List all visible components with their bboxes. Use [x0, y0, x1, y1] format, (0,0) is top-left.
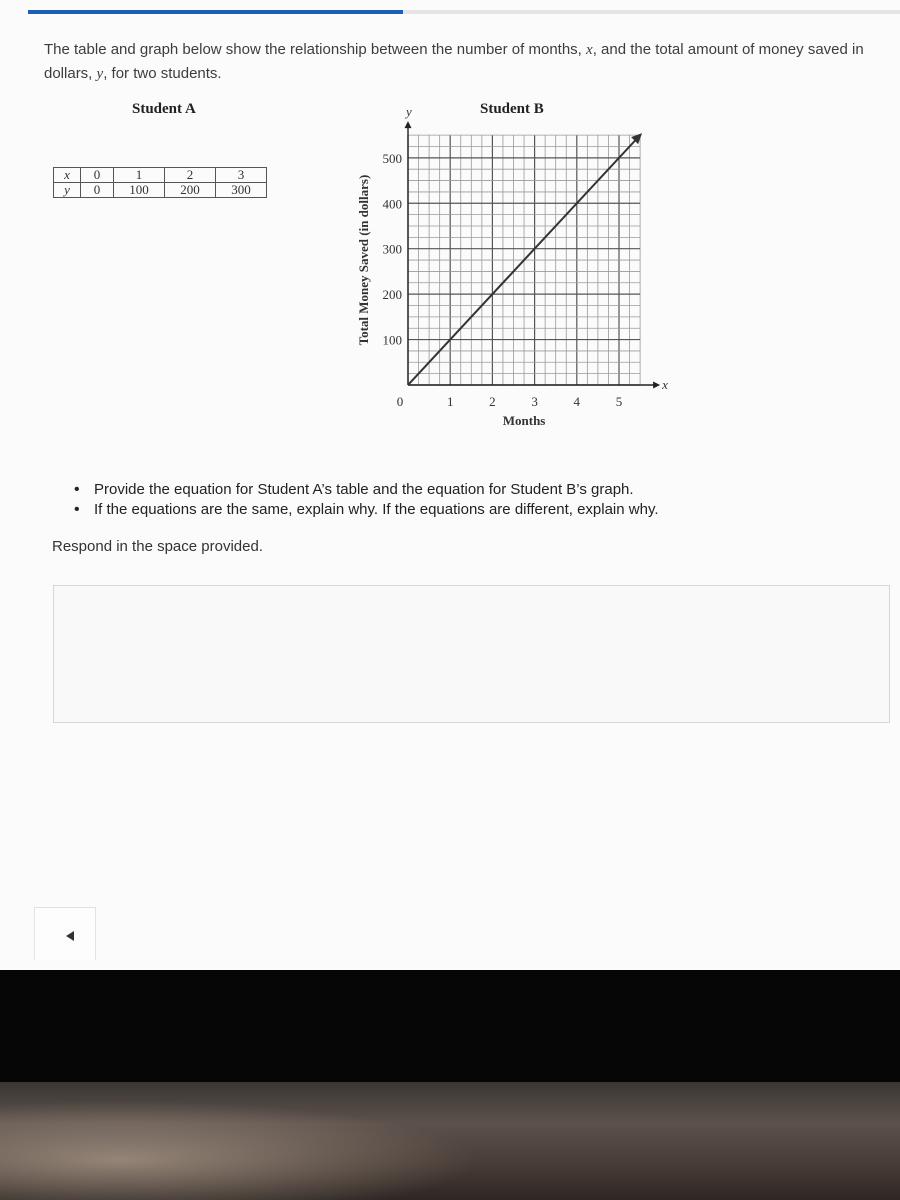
left-arrow-icon: [66, 931, 74, 941]
laptop-bezel: [0, 970, 900, 1082]
table-cell: 2: [165, 168, 216, 183]
y-tick-label: 200: [382, 287, 402, 303]
y-axis-title: Total Money Saved (in dollars): [356, 174, 371, 346]
x-axis-title: Months: [502, 413, 546, 428]
x-tick-label: 0: [396, 394, 404, 409]
x-tick-label: 4: [573, 394, 581, 409]
question-list: [74, 480, 894, 520]
y-axis-variable: y: [406, 104, 412, 120]
table-cell: 0: [81, 168, 114, 183]
table-cell: 200: [165, 183, 216, 198]
progress-bar-fill: [28, 10, 403, 14]
progress-bar: [28, 10, 900, 14]
table-cell: 300: [216, 183, 267, 198]
respond-label: Respond in the space provided.: [52, 538, 263, 555]
response-textarea[interactable]: [53, 585, 890, 723]
x-tick-label: 3: [531, 394, 538, 409]
table-row-x: [54, 168, 267, 183]
x-tick-label: 1: [446, 394, 454, 409]
x-axis-arrow-icon: [653, 382, 660, 389]
back-button[interactable]: [34, 907, 96, 960]
y-axis-arrow-icon: [405, 121, 412, 128]
table-cell: 100: [114, 183, 165, 198]
intro-var-x: x: [586, 42, 593, 58]
question-item: • Provide the equation for Student A’s table and the equation for Student B’s graph.: [74, 480, 894, 500]
intro-var-y: y: [96, 66, 104, 82]
table-header-y: y: [54, 183, 81, 198]
table-row-y: [54, 183, 267, 198]
intro-text-2: , and the total amount of money saved in dollars,: [44, 41, 864, 82]
y-tick-label: 100: [382, 332, 402, 348]
question-item: • If the equations are the same, explain why. If the equations are different, explain why.: [74, 500, 894, 520]
x-axis-variable: x: [662, 377, 668, 392]
x-tick-label: 5: [615, 394, 623, 409]
table-cell: 3: [216, 168, 267, 183]
student-b-title: Student B: [480, 101, 544, 117]
y-tick-label: 300: [382, 241, 402, 257]
table-cell: 1: [114, 168, 165, 183]
table-cell: 0: [81, 183, 114, 198]
question-intro: [44, 38, 894, 86]
intro-text-1: The table and graph below show the relationship between the number of months,: [44, 41, 582, 58]
y-tick-label: 400: [382, 196, 402, 212]
x-tick-label: 2: [489, 394, 496, 409]
intro-text-3: , for two students.: [103, 65, 222, 82]
y-tick-label: 500: [382, 150, 402, 166]
desk-light-reflection: [0, 1100, 480, 1200]
table-header-x: x: [54, 168, 81, 183]
student-a-table: [53, 167, 267, 198]
student-a-title: Student A: [132, 101, 196, 117]
